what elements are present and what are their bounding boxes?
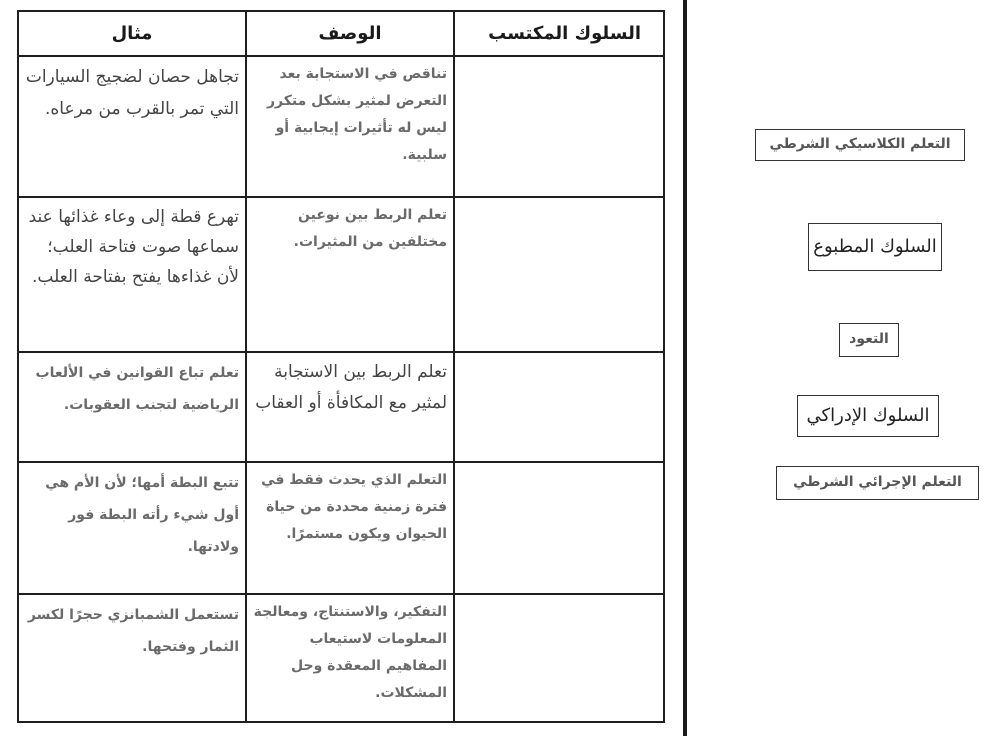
behavior-drop-cell[interactable] — [454, 197, 664, 352]
option-habituation[interactable]: التعود — [839, 323, 899, 357]
description-cell: تعلم الربط بين نوعين مختلفين من المثيرات. — [246, 197, 454, 352]
column-divider — [683, 0, 687, 736]
option-classical-conditioning[interactable]: التعلم الكلاسيكي الشرطي — [755, 129, 965, 161]
description-cell: التفكير، والاستنتاج، ومعالجة المعلومات لاستيعاب المفاهيم المعقدة وحل المشكلات. — [246, 594, 454, 722]
option-imprinting[interactable]: السلوك المطبوع — [808, 223, 942, 271]
table-row — [18, 594, 664, 722]
example-cell: تتبع البطة أمها؛ لأن الأم هي أول شيء رأته البطة فور ولادتها. — [18, 462, 246, 594]
example-cell: تهرع قطة إلى وعاء غذائها عند سماعها صوت فتاحة العلب؛ لأن غذاءها يفتح بفتاحة العلب. — [18, 197, 246, 352]
example-cell: تستعمل الشمبانزي حجرًا لكسر الثمار وفتحها. — [18, 594, 246, 722]
behavior-drop-cell[interactable] — [454, 594, 664, 722]
header-description: الوصف — [246, 11, 454, 56]
table-row — [18, 56, 664, 197]
table-header-row — [18, 11, 664, 56]
table-row — [18, 352, 664, 462]
description-cell: تناقص في الاستجابة بعد التعرض لمثير بشكل متكرر ليس له تأثيرات إيجابية أو سلبية. — [246, 56, 454, 197]
matching-table — [17, 10, 665, 723]
description-cell: تعلم الربط بين الاستجابة لمثير مع المكافأة أو العقاب — [246, 352, 454, 462]
option-cognitive-behavior[interactable]: السلوك الإدراكي — [797, 395, 939, 437]
description-cell: التعلم الذي يحدث فقط في فترة زمنية محددة من حياة الحيوان ويكون مستمرًا. — [246, 462, 454, 594]
behavior-drop-cell[interactable] — [454, 462, 664, 594]
example-cell: تعلم تباع القوانين في الألعاب الرياضية لتجنب العقوبات. — [18, 352, 246, 462]
header-acquired-behavior: السلوك المكتسب — [454, 11, 664, 56]
option-operant-conditioning[interactable]: التعلم الإجرائي الشرطي — [776, 466, 979, 500]
behavior-drop-cell[interactable] — [454, 352, 664, 462]
example-cell: تجاهل حصان لضجيج السيارات التي تمر بالقرب من مرعاه. — [18, 56, 246, 197]
table-row — [18, 197, 664, 352]
header-example: مثال — [18, 11, 246, 56]
table-row — [18, 462, 664, 594]
behavior-drop-cell[interactable] — [454, 56, 664, 197]
